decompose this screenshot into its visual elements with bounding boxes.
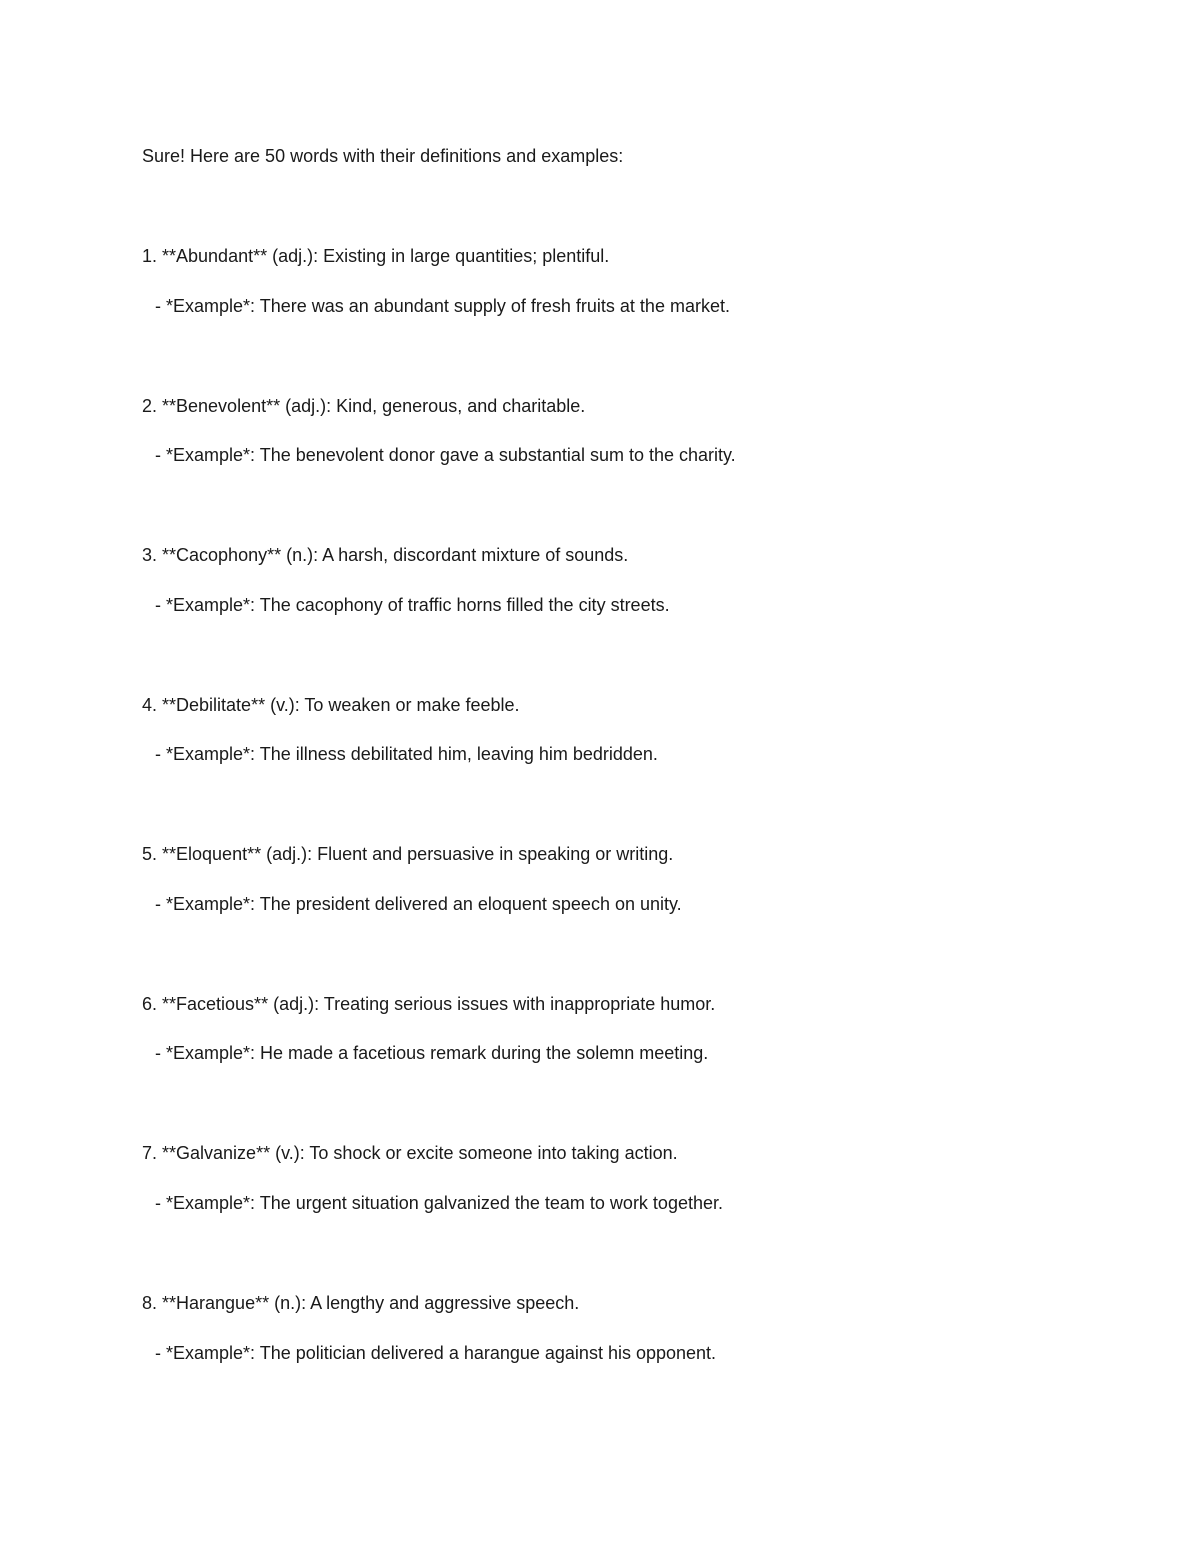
entry-2-example: - *Example*: The benevolent donor gave a substantial sum to the charity. — [155, 445, 736, 465]
entry-1-example: - *Example*: There was an abundant supply of fresh fruits at the market. — [155, 296, 730, 316]
entry-5-example: - *Example*: The president delivered an eloquent speech on unity. — [155, 894, 682, 914]
entry-1-definition: 1. **Abundant** (adj.): Existing in large quantities; plentiful. — [142, 246, 610, 266]
entry-6-definition: 6. **Facetious** (adj.): Treating serious issues with inappropriate humor. — [142, 994, 716, 1014]
entry-7-definition: 7. **Galvanize** (v.): To shock or excite someone into taking action. — [142, 1143, 678, 1163]
entry-4-example: - *Example*: The illness debilitated him, leaving him bedridden. — [155, 744, 658, 764]
entry-8-definition: 8. **Harangue** (n.): A lengthy and aggressive speech. — [142, 1293, 580, 1313]
entry-6-example: - *Example*: He made a facetious remark during the solemn meeting. — [155, 1043, 709, 1063]
entry-4-definition: 4. **Debilitate** (v.): To weaken or make feeble. — [142, 695, 520, 715]
entry-8-example: - *Example*: The politician delivered a harangue against his opponent. — [155, 1343, 717, 1363]
entry-5-definition: 5. **Eloquent** (adj.): Fluent and persuasive in speaking or writing. — [142, 844, 674, 864]
entry-7-example: - *Example*: The urgent situation galvanized the team to work together. — [155, 1193, 723, 1213]
intro-text: Sure! Here are 50 words with their definitions and examples: — [142, 146, 624, 166]
entry-3-example: - *Example*: The cacophony of traffic horns filled the city streets. — [155, 595, 670, 615]
entry-3-definition: 3. **Cacophony** (n.): A harsh, discordant mixture of sounds. — [142, 545, 629, 565]
entry-2-definition: 2. **Benevolent** (adj.): Kind, generous, and charitable. — [142, 396, 586, 416]
